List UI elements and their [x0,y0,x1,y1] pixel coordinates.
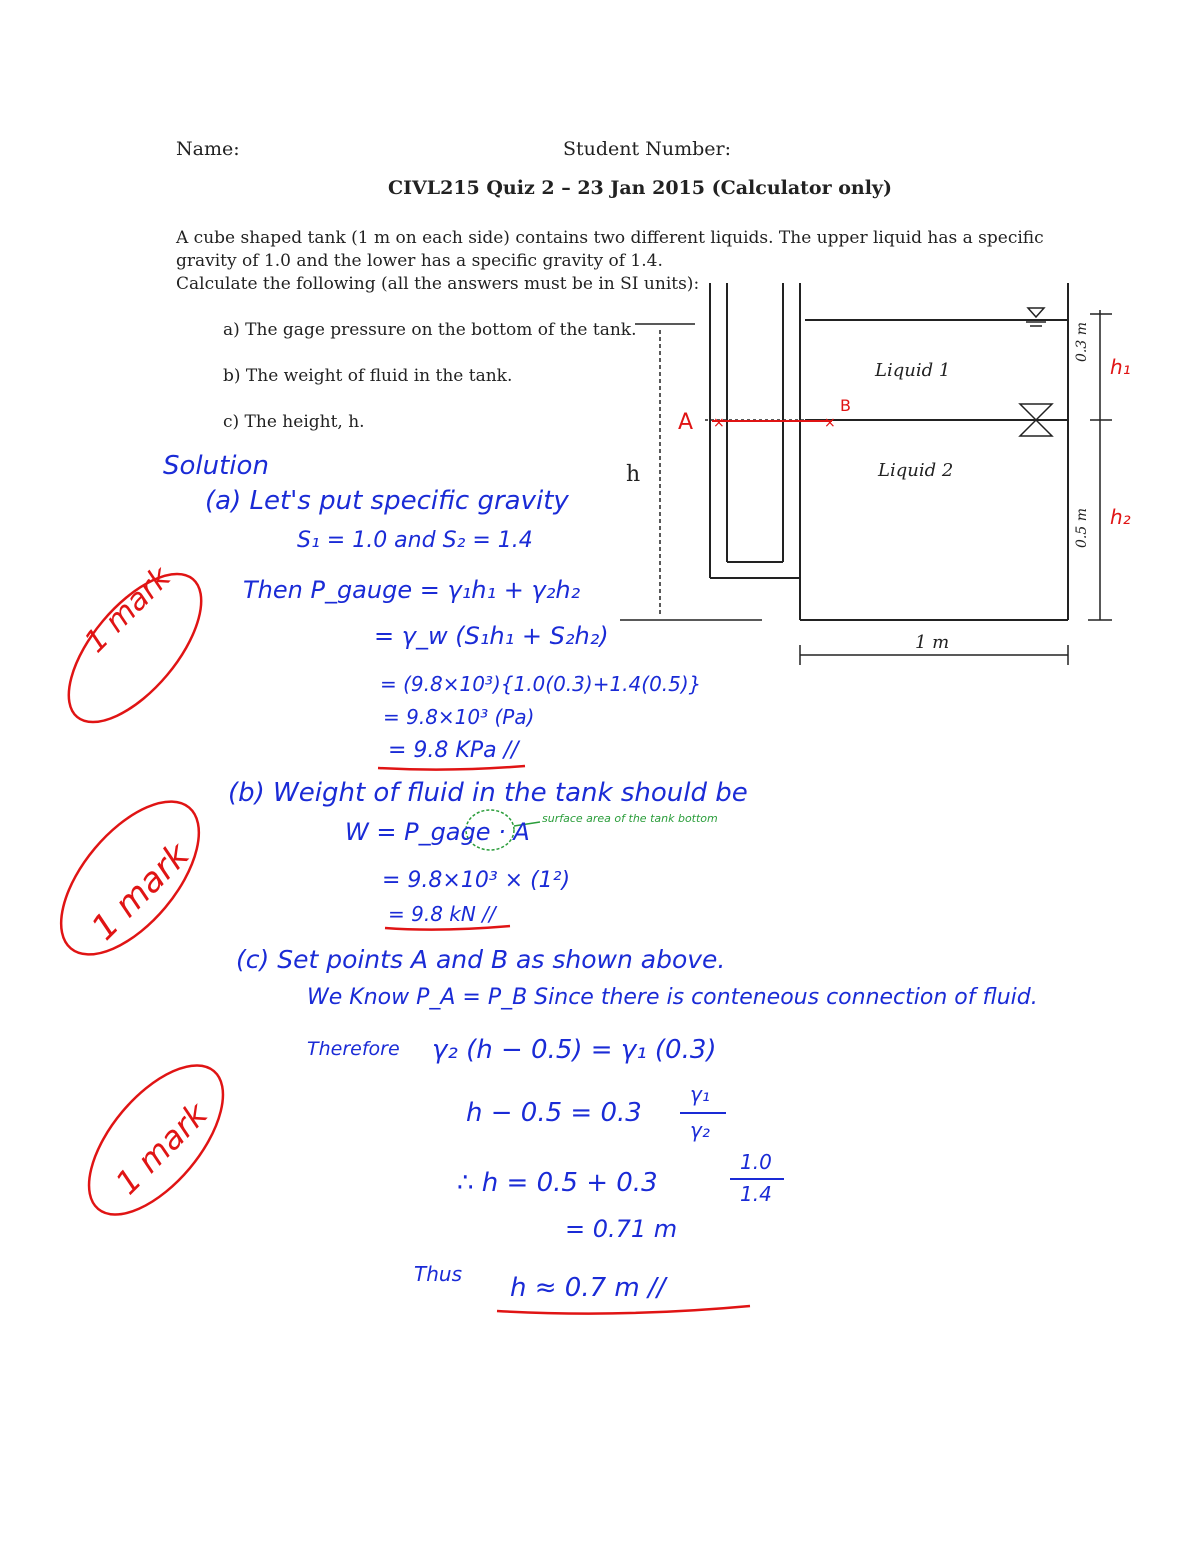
problem-line-3: Calculate the following (all the answers must be in SI units): [176,274,700,294]
question-a: a) The gage pressure on the bottom of the tank. [223,320,637,340]
quiz-title: CIVL215 Quiz 2 – 23 Jan 2015 (Calculator only) [388,177,892,199]
solution-c-line-6: = 0.71 m [565,1215,678,1243]
solution-a-line-5: = (9.8×10³){1.0(0.3)+1.4(0.5)} [380,672,702,696]
solution-heading: Solution [163,451,269,481]
width-label: 1 m [915,632,950,653]
student-number-label: Student Number: [563,138,731,160]
mark-b: 1 mark [84,835,198,949]
solution-a-line-1: (a) Let's put specific gravity [205,486,569,516]
solution-c-line-4-num: γ₁ [690,1082,710,1106]
liquid-2-label: Liquid 2 [878,460,954,481]
dim-top-label: 0.3 m [1074,322,1090,362]
solution-c-line-3-prefix: Therefore [307,1038,400,1060]
h2-label: h₂ [1110,505,1131,529]
svg-text:×: × [713,415,725,431]
solution-a-line-3: Then P_gauge = γ₁h₁ + γ₂h₂ [243,576,581,604]
solution-b-line-3: = 9.8×10³ × (1²) [382,868,571,893]
point-b-label: B [840,396,851,415]
mark-a: 1 mark [78,560,178,660]
question-c: c) The height, h. [223,412,365,432]
solution-c-line-5-num: 1.0 [740,1150,772,1174]
solution-a-answer: = 9.8 KPa // [388,738,519,763]
height-h-label: h [626,462,641,487]
solution-c-line-7-prefix: Thus [414,1262,462,1286]
solution-c-line-2: We Know P_A = P_B Since there is conteneous connection of fluid. [307,985,1038,1010]
fraction-bar-2 [730,1178,784,1180]
solution-c-line-3: γ₂ (h − 0.5) = γ₁ (0.3) [432,1035,717,1065]
fraction-bar-1 [680,1112,726,1114]
problem-line-2: gravity of 1.0 and the lower has a specific gravity of 1.4. [176,251,663,271]
solution-b-line-2: W = P_gage · A [345,818,530,846]
point-a-label: A [678,410,694,435]
mark-c: 1 mark [108,1095,215,1202]
solution-a-line-2: S₁ = 1.0 and S₂ = 1.4 [297,528,533,553]
question-b: b) The weight of fluid in the tank. [223,366,513,386]
name-label: Name: [176,138,240,160]
liquid-1-label: Liquid 1 [875,360,951,381]
h1-label: h₁ [1110,355,1131,379]
solution-c-answer: h ≈ 0.7 m // [510,1273,666,1303]
solution-a-line-6: = 9.8×10³ (Pa) [383,705,535,729]
svg-text:×: × [824,415,836,431]
problem-line-1: A cube shaped tank (1 m on each side) contains two different liquids. The upper liquid has a specific [176,228,1044,248]
solution-b-note: surface area of the tank bottom [542,812,718,825]
solution-c-line-1: (c) Set points A and B as shown above. [236,945,726,974]
solution-c-line-5-den: 1.4 [740,1182,772,1206]
solution-c-line-5: ∴ h = 0.5 + 0.3 [457,1168,658,1198]
solution-b-answer: = 9.8 kN // [388,902,496,926]
solution-c-line-4: h − 0.5 = 0.3 [466,1098,642,1128]
solution-a-line-4: = γ_w (S₁h₁ + S₂h₂) [374,622,609,650]
solution-c-line-4-den: γ₂ [690,1118,710,1142]
solution-b-line-1: (b) Weight of fluid in the tank should be [228,778,748,808]
dim-bottom-label: 0.5 m [1074,508,1090,548]
